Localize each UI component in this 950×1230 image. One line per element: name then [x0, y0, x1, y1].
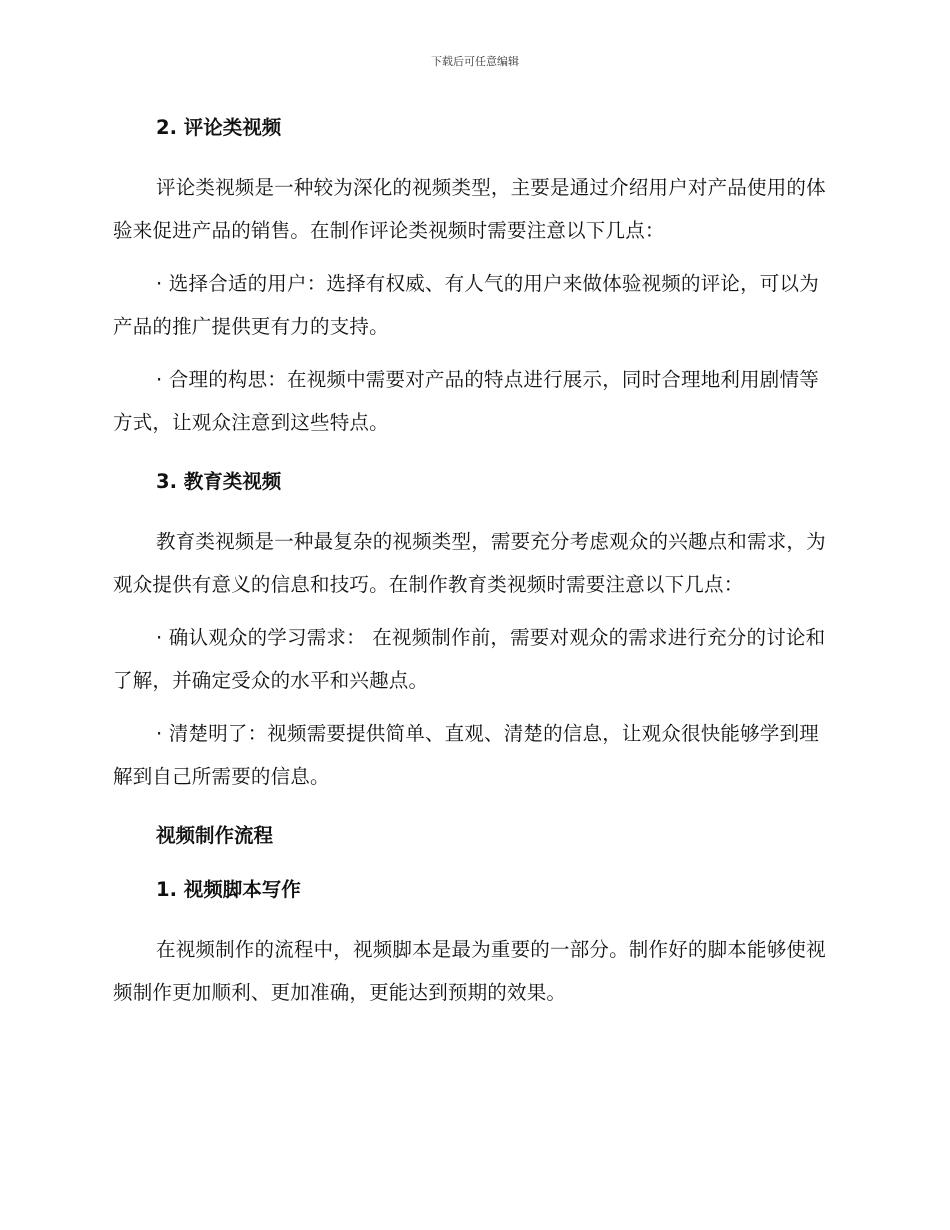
bullet-choose-users: · 选择合适的用户：选择有权威、有人气的用户来做体验视频的评论，可以为产品的推广提供更有力的支持。: [113, 272, 819, 338]
bullet-reasonable-concept: · 合理的构思：在视频中需要对产品的特点进行展示，同时合理地利用剧情等方式，让观众注意到这些特点。: [113, 368, 819, 434]
section-heading-education-videos: 3. 教育类视频: [156, 470, 282, 493]
paragraph-education-intro: 教育类视频是一种最复杂的视频类型，需要充分考虑观众的兴趣点和需求，为观众提供有意义的信息和技巧。在制作教育类视频时需要注意以下几点：: [113, 530, 826, 596]
section-heading-production-process: 视频制作流程: [156, 824, 274, 847]
section-heading-review-videos: 2. 评论类视频: [156, 116, 282, 139]
section-heading-script-writing: 1. 视频脚本写作: [156, 878, 301, 901]
document-body: [113, 112, 835, 1024]
bullet-learning-needs: · 确认观众的学习需求： 在视频制作前，需要对观众的需求进行充分的讨论和了解，并确定受众的水平和兴趣点。: [113, 626, 826, 692]
page-header: 下载后可任意编辑: [431, 55, 519, 68]
bullet-clear-simple: · 清楚明了：视频需要提供简单、直观、清楚的信息，让观众很快能够学到理解到自己所需要的信息。: [113, 722, 819, 788]
paragraph-script-writing: 在视频制作的流程中，视频脚本是最为重要的一部分。制作好的脚本能够使视频制作更加顺利、更加准确，更能达到预期的效果。: [113, 938, 826, 1004]
paragraph-review-intro: 评论类视频是一种较为深化的视频类型，主要是通过介绍用户对产品使用的体验来促进产品的销售。在制作评论类视频时需要注意以下几点：: [113, 176, 826, 242]
